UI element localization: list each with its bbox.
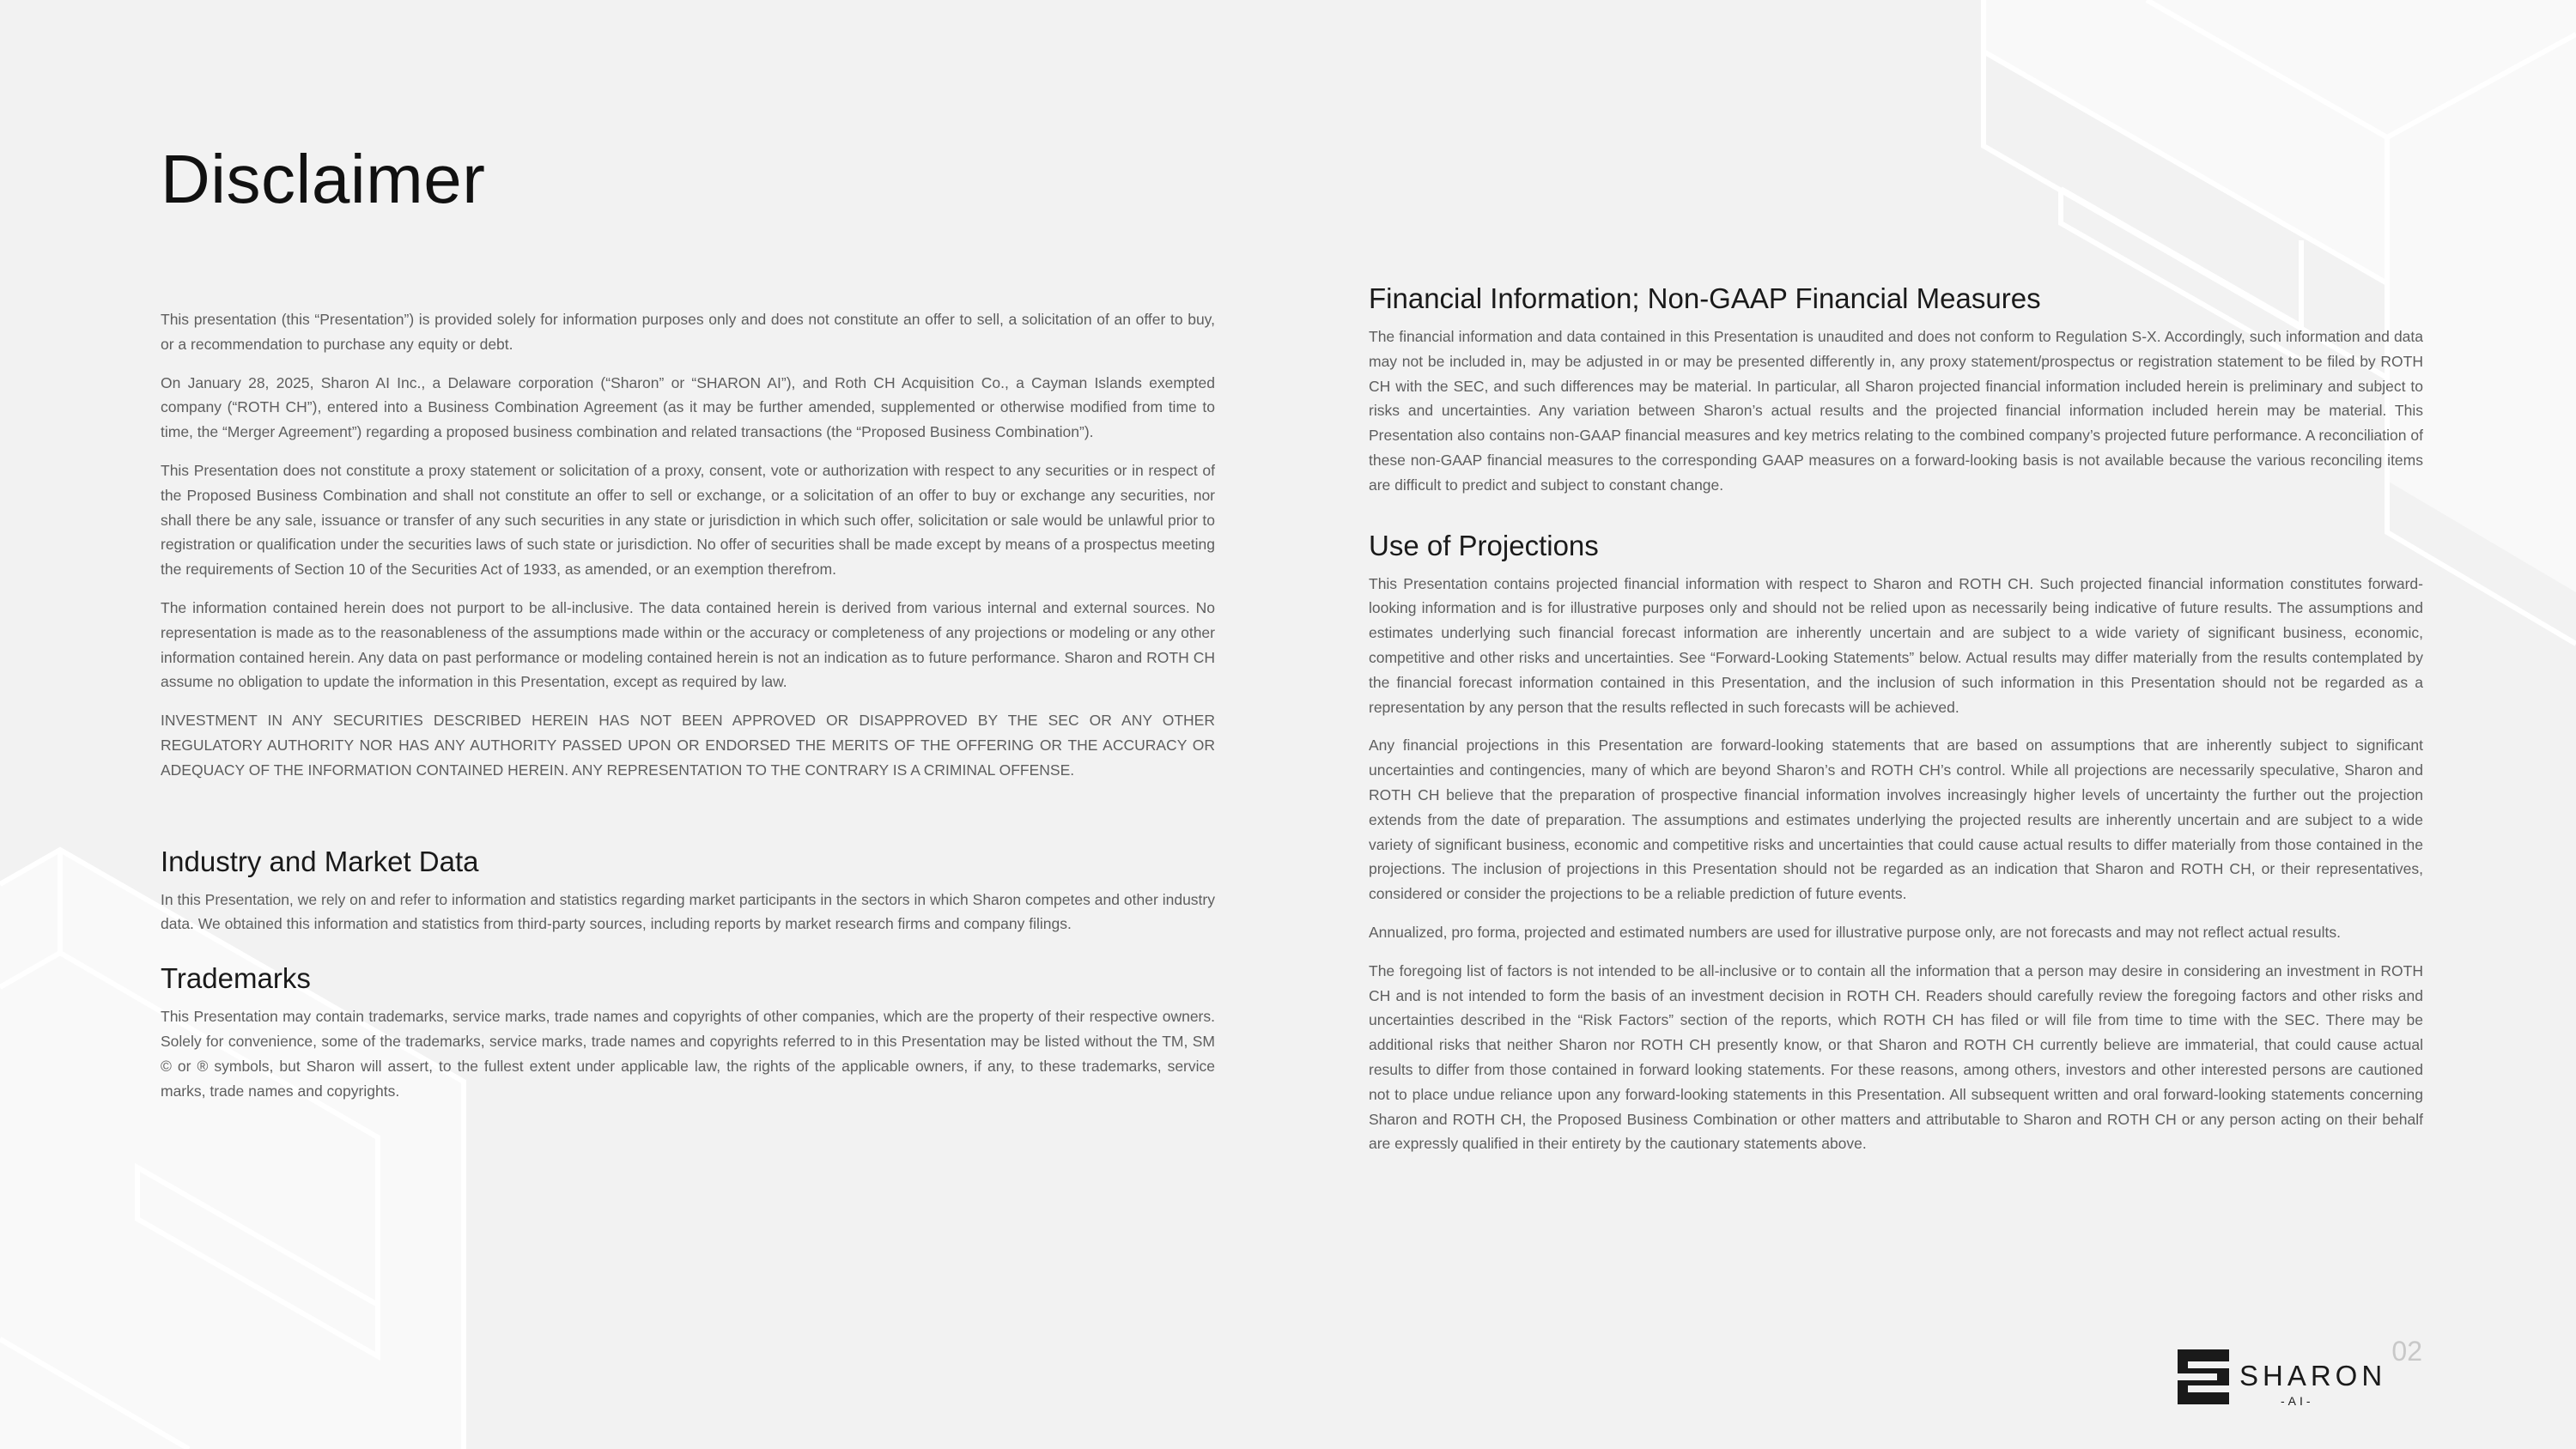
projections-paragraph: Annualized, pro forma, projected and estimated numbers are used for illustrative purpose only, are not forecasts and may not reflect actual results. bbox=[1369, 923, 2341, 941]
logo-wordmark: SHARON bbox=[2239, 1360, 2387, 1391]
projections-paragraph: The foregoing list of factors is not intended to be all-inclusive or to contain all the information that a person may desire in considering an investment in ROTH CH and is not intended to form the basis of an investment decision in ROTH CH. Readers should carefully review the foregoing factors and other risks and uncertainties described in the “Risk Factors” section of the reports, which ROTH CH has filed or will file from time to time with the SEC. There may be additional risks that neither Sharon nor ROTH CH presently know, or that Sharon and ROTH CH currently believe are immaterial, that could cause actual results to differ from those contained in forward looking statements. For these reasons, among others, investors and other interested persons are cautioned not to place undue reliance upon any forward-looking statements in this Presentation. All subsequent written and oral forward-looking statements concerning Sharon and ROTH CH, the Proposed Business Combination or other matters and attributable to Sharon and ROTH CH or any person acting on their behalf are expressly qualified in their entirety by the cautionary statements above. bbox=[1369, 961, 2423, 1153]
page-number: 02 bbox=[2391, 1336, 2422, 1367]
financial-text: The financial information and data contained in this Presentation is unaudited and does not conform to Regulation S-X. Accordingly, such information and data may not be included in, may be adjusted in or may be presented differently in, any proxy statement/prospectus or registration statement to be filed by ROTH CH with the SEC, and such differences may be material. In particular, all Sharon projected financial information included herein is preliminary and subject to risks and uncertainties. Any variation between Sharon’s actual results and the projected financial information included herein may be material. This Presentation also contains non-GAAP financial measures and key metrics relating to the combined company’s projected future performance. A reconciliation of these non-GAAP financial measures to the corresponding GAAP measures on a forward-looking basis is not available because the various reconciling items are difficult to predict and subject to constant change. bbox=[1369, 328, 2423, 494]
merger-agreement-paragraph: On January 28, 2025, Sharon AI Inc., a Delaware corporation (“Sharon” or “SHARON AI”), and Roth CH Acquisition Co., a Cayman Islands exempted company (“ROTH CH”), entered into a Business Combination Agreement (as it may be further amended, supplemented or otherwise modified from time to time, the “Merger Agreement”) regarding a proposed business combination and related transactions (the “Proposed Business Combination”). bbox=[161, 373, 1215, 441]
page-title: Disclaimer bbox=[161, 141, 486, 217]
industry-section bbox=[161, 843, 1215, 937]
projections-paragraph: Any financial projections in this Presentation are forward-looking statements that are based on assumptions that are inherently subject to significant uncertainties and contingencies, many of which are beyond Sharon’s and ROTH CH’s control. While all projections are necessarily speculative, Sharon and ROTH CH believe that the preparation of prospective financial information involves increasingly higher levels of uncertainty the further out the projection extends from the date of preparation. The assumptions and estimates underlying the projected results are inherently uncertain and are subject to a wide variety of significant business, economic and competitive risks and uncertainties that could cause actual results to differ materially from those contained in the projections. The inclusion of projections in this Presentation should not be regarded as an indication that Sharon and ROTH CH, or their representatives, considered or consider the projections to be a reliable prediction of future events. bbox=[1369, 737, 2423, 903]
right-column bbox=[1369, 280, 2423, 1170]
proxy-statement-paragraph: This Presentation does not constitute a proxy statement or solicitation of a proxy, consent, vote or authorization with respect to any securities or in respect of the Proposed Business Combination and shall not constitute an offer to sell or exchange, or a solicitation of an offer to buy or exchange any securities, nor shall there be any sale, issuance or transfer of any such securities in any state or jurisdiction in which such offer, solicitation or sale would be unlawful prior to registration or qualification under the securities laws of such state or jurisdiction. No offer of securities shall be made except by means of a prospectus meeting the requirements of Section 10 of the Securities Act of 1933, as amended, or an exemption therefrom. bbox=[161, 461, 1215, 579]
financial-section bbox=[1369, 280, 2423, 498]
information-paragraph: The information contained herein does not purport to be all-inclusive. The data contained herein is derived from various internal and external sources. No representation is made as to the reasonableness of the assumptions made within or the accuracy or completeness of any projections or modeling or any other information contained herein. Any data on past performance or modeling contained herein is not an indication as to future performance. Sharon and ROTH CH assume no obligation to update the information in this Presentation, except as required by law. bbox=[161, 598, 1215, 691]
trademarks-section bbox=[161, 960, 1215, 1103]
logo-mark-icon bbox=[2178, 1349, 2229, 1404]
investment-warning-paragraph: INVESTMENT IN ANY SECURITIES DESCRIBED HEREIN HAS NOT BEEN APPROVED OR DISAPPROVED BY THE SEC OR ANY OTHER REGULATORY AUTHORITY NOR HAS ANY AUTHORITY PASSED UPON OR ENDORSED THE MERITS OF THE OFFERING OR THE ACCURACY OR ADEQUACY OF THE INFORMATION CONTAINED HEREIN. ANY REPRESENTATION TO THE CONTRARY IS A CRIMINAL OFFENSE. bbox=[161, 712, 1215, 779]
left-column bbox=[161, 307, 1215, 1117]
intro-paragraph: This presentation (this “Presentation”) is provided solely for information purposes only and does not constitute an offer to sell, a solicitation of an offer to buy, or a recommendation to purchase any equity or debt. bbox=[161, 311, 1215, 353]
sharon-ai-logo bbox=[2178, 1349, 2387, 1410]
logo-subtitle: -AI- bbox=[2281, 1394, 2314, 1408]
trademarks-heading: Trademarks bbox=[161, 962, 311, 995]
trademarks-text: This Presentation may contain trademarks, service marks, trade names and copyrights of other companies, which are the property of their respective owners. Solely for convenience, some of the trademarks, service marks, trade names and copyrights referred to in this Presentation may be listed without the TM, SM © or ® symbols, but Sharon will assert, to the fullest extent under applicable law, the rights of the applicable owners, if any, to these trademarks, service marks, trade names and copyrights. bbox=[161, 1008, 1215, 1100]
projections-heading: Use of Projections bbox=[1369, 529, 1599, 561]
industry-text: In this Presentation, we rely on and refer to information and statistics regarding market participants in the sectors in which Sharon competes and other industry data. We obtained this information and statistics from third-party sources, including reports by market research firms and company filings. bbox=[161, 890, 1215, 933]
financial-heading: Financial Information; Non-GAAP Financial Measures bbox=[1369, 282, 2041, 314]
industry-heading: Industry and Market Data bbox=[161, 845, 479, 877]
projections-paragraph: This Presentation contains projected financial information with respect to Sharon and ROTH CH. Such projected financial information constitutes forward-looking information and is for illustrative purposes only and should not be relied upon as necessarily being indicative of future results. The assumptions and estimates underlying such financial forecast information are inherently uncertain and are subject to a wide variety of significant business, economic, competitive and other risks and uncertainties. See “Forward-Looking Statements” below. Actual results may differ materially from the results contemplated by the financial forecast information contained in this Presentation, and the inclusion of such information in this Presentation should not be regarded as a representation by any person that the results reflected in such forecasts will be achieved. bbox=[1369, 574, 2423, 716]
projections-section bbox=[1369, 527, 2423, 1157]
